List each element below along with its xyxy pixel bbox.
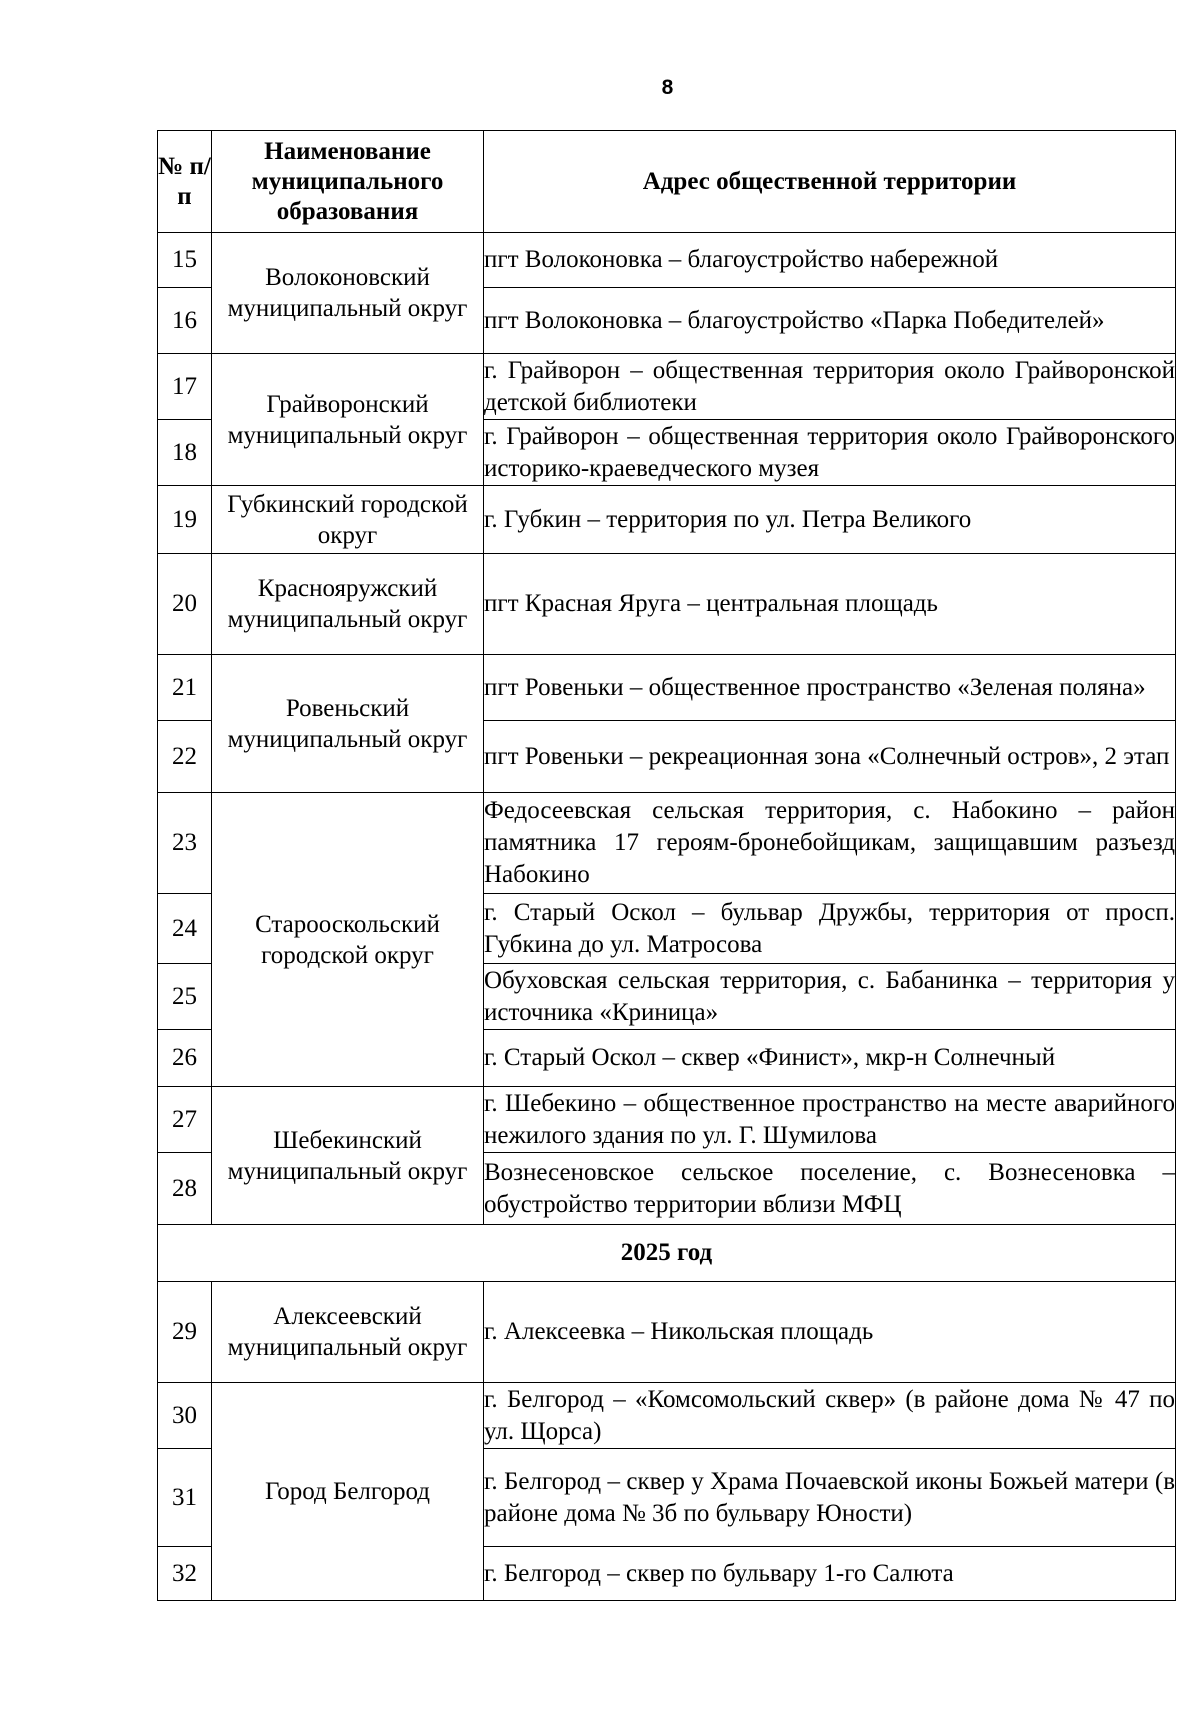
- public-territories-table: [157, 130, 1176, 1601]
- address-cell: г. Белгород – сквер по бульвару 1-го Салюта: [484, 1547, 1176, 1601]
- row-number: 21: [158, 655, 212, 721]
- address-cell: пгт Ровеньки – общественное пространство «Зеленая поляна»: [484, 655, 1176, 721]
- header-municipality: Наименование муниципального образования: [212, 131, 484, 233]
- table-row: [158, 1282, 1176, 1383]
- row-number: 17: [158, 354, 212, 420]
- table-row: [158, 655, 1176, 721]
- address-cell: Вознесеновское сельское поселение, с. Вознесеновка – обустройство территории вблизи МФЦ: [484, 1153, 1176, 1225]
- address-cell: г. Старый Оскол – бульвар Дружбы, территория от просп. Губкина до ул. Матросова: [484, 894, 1176, 964]
- municipality-cell: Волоконовский муниципальный округ: [212, 233, 484, 354]
- page-number: 8: [661, 76, 674, 99]
- municipality-cell: Старооскольский городской округ: [212, 793, 484, 1087]
- address-cell: г. Белгород – сквер у Храма Почаевской иконы Божьей матери (в районе дома № 3б по бульвару Юности): [484, 1449, 1176, 1547]
- row-number: 18: [158, 420, 212, 486]
- address-cell: пгт Красная Яруга – центральная площадь: [484, 554, 1176, 655]
- header-address: Адрес общественной территории: [484, 131, 1176, 233]
- row-number: 28: [158, 1153, 212, 1225]
- address-cell: пгт Волоконовка – благоустройство набережной: [484, 233, 1176, 288]
- table-row: [158, 1383, 1176, 1449]
- year-section-row: [158, 1225, 1176, 1282]
- address-cell: Федосеевская сельская территория, с. Набокино – район памятника 17 героям-бронебойщикам, защищавшим разъезд Набокино: [484, 793, 1176, 894]
- table-row: [158, 486, 1176, 554]
- table-header-row: [158, 131, 1176, 233]
- municipality-cell: Краснояружский муниципальный округ: [212, 554, 484, 655]
- address-cell: г. Алексеевка – Никольская площадь: [484, 1282, 1176, 1383]
- row-number: 29: [158, 1282, 212, 1383]
- address-cell: г. Белгород – «Комсомольский сквер» (в районе дома № 47 по ул. Щорса): [484, 1383, 1176, 1449]
- row-number: 23: [158, 793, 212, 894]
- row-number: 27: [158, 1087, 212, 1153]
- row-number: 26: [158, 1030, 212, 1087]
- municipality-cell: Губкинский городской округ: [212, 486, 484, 554]
- row-number: 32: [158, 1547, 212, 1601]
- row-number: 30: [158, 1383, 212, 1449]
- row-number: 24: [158, 894, 212, 964]
- address-cell: пгт Волоконовка – благоустройство «Парка Победителей»: [484, 288, 1176, 354]
- address-cell: г. Шебекино – общественное пространство на месте аварийного нежилого здания по ул. Г. Шумилова: [484, 1087, 1176, 1153]
- address-cell: Обуховская сельская территория, с. Бабанинка – территория у источника «Криница»: [484, 964, 1176, 1030]
- header-num: № п/ п: [158, 131, 212, 233]
- municipality-cell: Алексеевский муниципальный округ: [212, 1282, 484, 1383]
- row-number: 22: [158, 721, 212, 793]
- address-cell: г. Губкин – территория по ул. Петра Великого: [484, 486, 1176, 554]
- address-cell: г. Грайворон – общественная территория около Грайворонской детской библиотеки: [484, 354, 1176, 420]
- row-number: 15: [158, 233, 212, 288]
- row-number: 25: [158, 964, 212, 1030]
- row-number: 19: [158, 486, 212, 554]
- municipality-cell: Грайворонский муниципальный округ: [212, 354, 484, 486]
- row-number: 20: [158, 554, 212, 655]
- table-row: [158, 554, 1176, 655]
- row-number: 31: [158, 1449, 212, 1547]
- year-heading: 2025 год: [158, 1225, 1176, 1282]
- table-row: [158, 354, 1176, 420]
- municipality-cell: Ровеньский муниципальный округ: [212, 655, 484, 793]
- row-number: 16: [158, 288, 212, 354]
- table-row: [158, 1087, 1176, 1153]
- address-cell: пгт Ровеньки – рекреационная зона «Солнечный остров», 2 этап: [484, 721, 1176, 793]
- address-cell: г. Старый Оскол – сквер «Финист», мкр-н Солнечный: [484, 1030, 1176, 1087]
- table-row: [158, 233, 1176, 288]
- municipality-cell: Город Белгород: [212, 1383, 484, 1601]
- address-cell: г. Грайворон – общественная территория около Грайворонского историко-краеведческого музея: [484, 420, 1176, 486]
- table-row: [158, 793, 1176, 894]
- municipality-cell: Шебекинский муниципальный округ: [212, 1087, 484, 1225]
